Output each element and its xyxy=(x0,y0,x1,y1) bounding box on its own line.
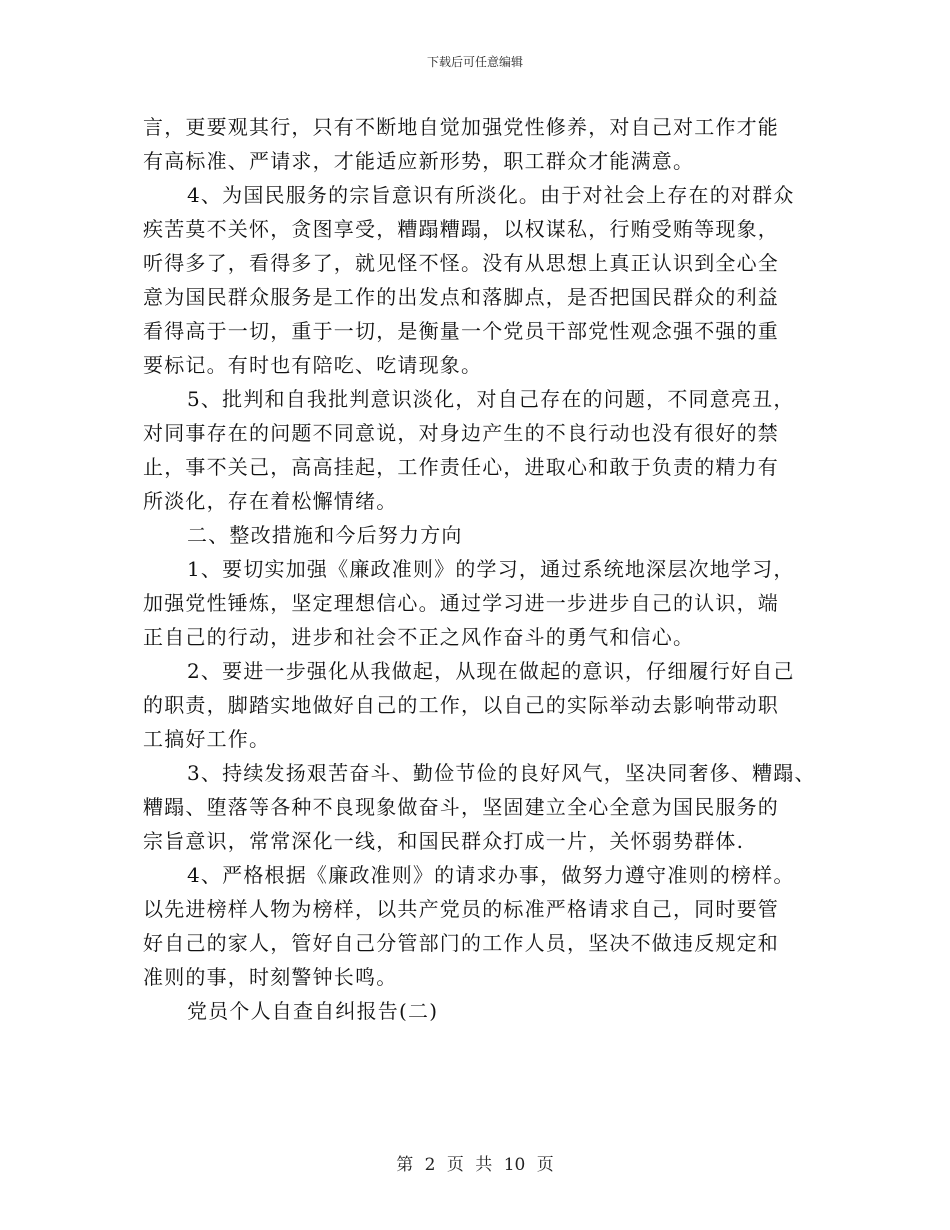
text-line: 言，更要观其行，只有不断地自觉加强党性修养，对自己对工作才能 xyxy=(143,115,779,139)
text-line: 意为国民群众服务是工作的出发点和落脚点，是否把国民群众的利益 xyxy=(143,285,779,309)
text-line: 的职责，脚踏实地做好自己的工作，以自己的实际举动去影响带动职 xyxy=(143,693,779,717)
document-body xyxy=(143,110,823,1028)
text-line: 要标记。有时也有陪吃、吃请现象。 xyxy=(143,353,483,377)
text-line: 工搞好工作。 xyxy=(143,727,271,751)
text-line: 疾苦莫不关怀，贪图享受，糟蹋糟蹋，以权谋私，行贿受贿等现象， xyxy=(143,217,779,241)
text-line: 二、整改措施和今后努力方向 xyxy=(187,523,463,547)
text-line: 3、持续发扬艰苦奋斗、勤俭节俭的良好风气，坚决同奢侈、糟蹋、 xyxy=(187,761,816,785)
text-line: 1、要切实加强《廉政准则》的学习，通过系统地深层次地学习， xyxy=(187,557,795,581)
text-line: 加强党性锤炼，坚定理想信心。通过学习进一步进步自己的认识，端 xyxy=(143,591,779,615)
text-line: 以先进榜样人物为榜样，以共产党员的标准严格请求自己，同时要管 xyxy=(143,897,779,921)
text-line: 有高标准、严请求，才能适应新形势，职工群众才能满意。 xyxy=(143,149,695,173)
text-line: 所淡化，存在着松懈情绪。 xyxy=(143,489,398,513)
text-line: 宗旨意识，常常深化一线，和国民群众打成一片，关怀弱势群体. xyxy=(143,829,745,853)
text-line: 4、严格根据《廉政准则》的请求办事，做努力遵守准则的榜样。 xyxy=(187,863,795,887)
text-line: 准则的事，时刻警钟长鸣。 xyxy=(143,965,398,989)
text-line: 4、为国民服务的宗旨意识有所淡化。由于对社会上存在的对群众 xyxy=(187,183,795,207)
page-number-footer: 第 2 页 共 10 页 xyxy=(396,1155,554,1175)
text-line: 糟蹋、堕落等各种不良现象做奋斗，坚固建立全心全意为国民服务的 xyxy=(143,795,779,819)
text-line: 好自己的家人，管好自己分管部门的工作人员，坚决不做违反规定和 xyxy=(143,931,779,955)
text-line: 正自己的行动，进步和社会不正之风作奋斗的勇气和信心。 xyxy=(143,625,695,649)
text-line: 看得高于一切，重于一切，是衡量一个党员干部党性观念强不强的重 xyxy=(143,319,779,343)
text-line: 5、批判和自我批判意识淡化，对自己存在的问题，不同意亮丑， xyxy=(187,387,795,411)
text-line: 对同事存在的问题不同意说，对身边产生的不良行动也没有很好的禁 xyxy=(143,421,779,445)
page-header-note: 下载后可任意编辑 xyxy=(426,55,523,69)
text-line: 止，事不关己，高高挂起，工作责任心，进取心和敢于负责的精力有 xyxy=(143,455,779,479)
text-line: 2、要进一步强化从我做起，从现在做起的意识，仔细履行好自己 xyxy=(187,659,795,683)
text-line: 党员个人自查自纠报告(二) xyxy=(187,999,439,1023)
text-line: 听得多了，看得多了，就见怪不怪。没有从思想上真正认识到全心全 xyxy=(143,251,779,275)
